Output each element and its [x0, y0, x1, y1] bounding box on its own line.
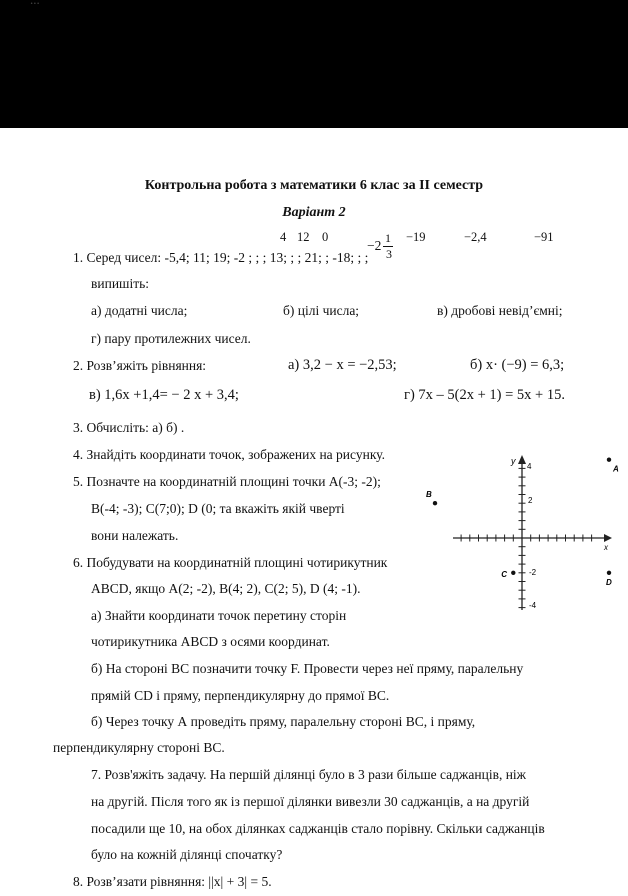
t1-frac-den: 3 — [386, 247, 392, 261]
task7-line1: 7. Розв'яжіть задачу. На першій ділянці було в 3 рази більше саджанців, ніж — [91, 767, 526, 782]
task7-line2: на другій. Після того як із першої ділянки вивезли 30 саджанців, а на другій — [91, 794, 530, 809]
t1-sup-0: 0 — [322, 230, 329, 244]
task6-line2: ABCD, якщо A(2; -2), B(4; 2), C(2; 5), D (4; -1). — [91, 581, 361, 596]
tick-label-m4: -4 — [529, 601, 537, 610]
tick-label-2: 2 — [528, 496, 533, 505]
task6-line4: чотирикутника ABCD з осями координат. — [91, 634, 330, 649]
task6-line6: прямій CD і пряму, перпендикулярну до прямої BC. — [91, 688, 390, 703]
task6-line1: 6. Побудувати на координатній площині чотирикутник — [73, 555, 388, 570]
task1-line2: випишіть: — [91, 276, 150, 291]
task7-line4: було на кожній ділянці спочатку? — [91, 847, 283, 862]
point-b — [433, 501, 437, 505]
point-label-b: B — [426, 490, 432, 500]
task4: 4. Знайдіть координати точок, зображених на рисунку. — [73, 447, 385, 462]
point-label-c: C — [501, 569, 508, 579]
point-d — [607, 571, 611, 575]
top-dark-band — [0, 0, 628, 128]
task6-line8: перпендикулярну стороні ВС. — [53, 740, 225, 755]
task5-line3: вони належать. — [91, 528, 179, 543]
tick-label-m2: -2 — [529, 568, 537, 577]
point-a — [607, 458, 611, 462]
x-axis-label: x — [604, 543, 608, 552]
cut-off-text — [30, 0, 40, 8]
task1-d: г) пару протилежних чисел. — [91, 331, 251, 346]
task6-line7: б) Через точку А проведіть пряму, паралельну стороні ВС, і пряму, — [91, 714, 476, 729]
tick-label-4: 4 — [527, 462, 532, 471]
coordinate-graph — [426, 450, 619, 620]
task2-a: а) 3,2 − x = −2,53; — [288, 357, 397, 373]
y-axis-label: y — [511, 456, 516, 466]
t1-sup-m24: −2,4 — [464, 230, 487, 244]
task2-b: б) x· (−9) = 6,3; — [470, 357, 565, 373]
x-axis-arrow — [604, 534, 612, 542]
t1-sup-m91: −91 — [534, 230, 554, 244]
t1-mixed-whole: −2 — [367, 238, 382, 253]
task6-line3: а) Знайти координати точок перетину сторін — [91, 608, 347, 623]
y-axis-arrow — [518, 455, 526, 464]
task3: 3. Обчисліть: а) б) . — [73, 420, 185, 435]
t1-sup-12: 12 — [297, 230, 310, 244]
task5-line2: B(-4; -3); C(7;0); D (0; та вкажіть якій чверті — [91, 501, 345, 516]
task2-d: г) 7x – 5(2x + 1) = 5x + 15. — [404, 387, 565, 403]
t1-sup-m19: −19 — [406, 230, 426, 244]
task1-line: 1. Серед чисел: -5,4; 11; 19; -2 ; ; ; 13; ; ; 21; ; -18; ; ; — [73, 250, 369, 265]
point-label-d: D — [606, 577, 612, 587]
page-title: Контрольна робота з математики 6 клас за ІІ семестр — [144, 178, 484, 193]
task2-c: в) 1,6x +1,4= − 2 x + 3,4; — [89, 387, 239, 403]
task1-a: а) додатні числа; — [91, 303, 188, 318]
point-c — [511, 571, 515, 575]
task1-b: б) цілі числа; — [283, 303, 360, 318]
t1-frac-num: 1 — [385, 231, 391, 245]
point-label-a: A — [613, 464, 619, 474]
task7-line3: посадили ще 10, на обох ділянках саджанців стало порівну. Скільки саджанців — [91, 821, 545, 836]
t1-sup-4: 4 — [280, 230, 287, 244]
task8: 8. Розв’язати рівняння: ||x| + 3| = 5. — [73, 874, 272, 889]
task5-line1: 5. Позначте на координатній площині точки A(-3; -2); — [73, 474, 381, 489]
task1-c: в) дробові невід’ємні; — [437, 303, 563, 318]
task2-label: 2. Розв’яжіть рівняння: — [73, 358, 207, 373]
variant-label: Варіант 2 — [282, 205, 346, 220]
task6-line5: б) На стороні BC позначити точку F. Провести через неї пряму, паралельну — [91, 661, 524, 676]
